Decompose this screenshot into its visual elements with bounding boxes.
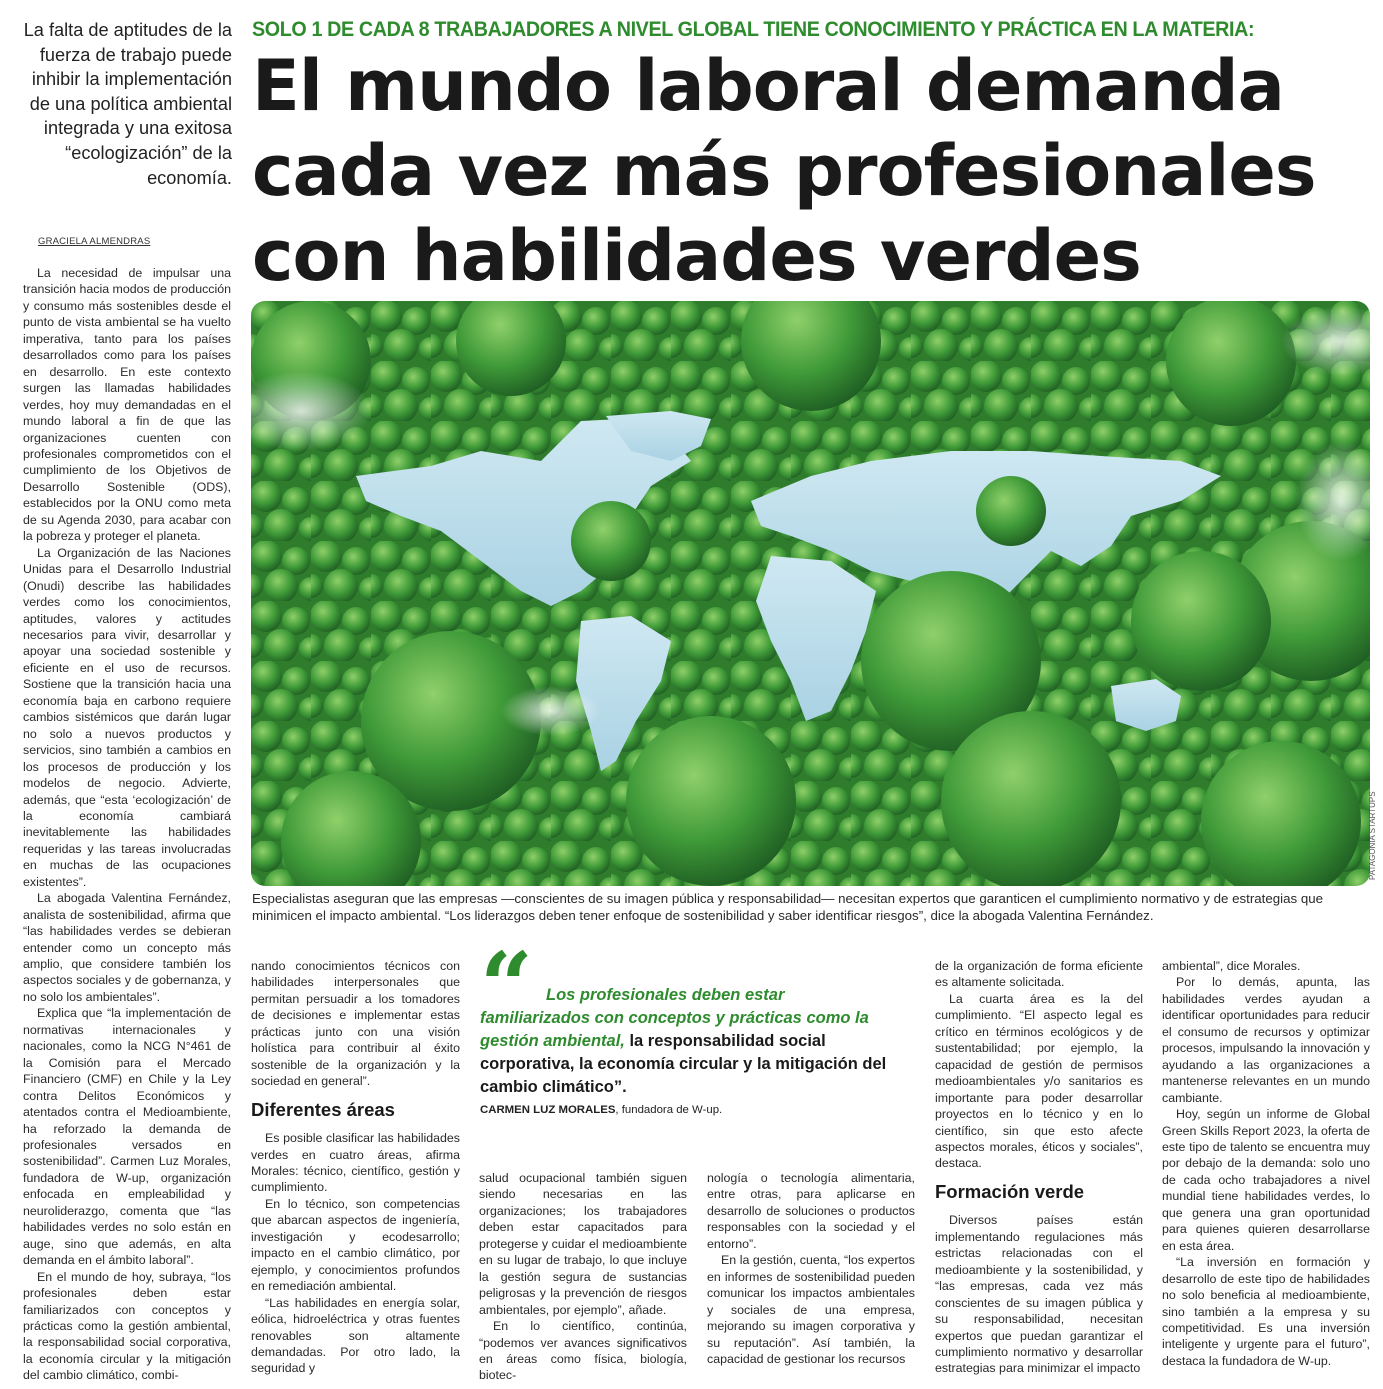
column-1-paragraph-3: La abogada Valentina Fernández, analista de sostenibilidad, afirma que “las habilidades verdes se debieran entender como un concepto más amplio, que considere también los aspectos sociales y de gobernanza, y no solo los ambientales”.: [23, 891, 231, 1004]
pull-quote: [480, 984, 890, 1099]
column-3-paragraph-2: En lo científico, continúa, “podemos ver avances significativos en áreas como física, biología, biotec-: [479, 1319, 687, 1383]
headline-line-1: El mundo laboral demanda: [252, 45, 1284, 127]
column-1-paragraph-4: Explica que “la implementación de normativas internacionales y nacionales, como la NCG N°461 de la Comisión para el Mercado Financiero (CMF) en Chile y la Ley contra Delitos Económicos y atentados contra el Medioambiente, ha reforzado la demanda de profesionales versados en sostenibilidad”. Carmen Luz Morales, fundadora de W-up, organización enfocada en empleabilidad y neuroliderazgo, comenta que “las habilidades verdes no solo están en auge, sino que además, en alta demanda en el ámbito laboral”.: [23, 1006, 231, 1268]
headline-line-2: cada vez más profesionales: [252, 130, 1316, 212]
column-4-paragraph-1: nología o tecnología alimentaria, entre otras, para aplicarse en desarrollo de soluciones o productos responsables con la sociedad y el entorno”.: [707, 1171, 915, 1251]
column-6: [1162, 958, 1370, 1369]
kicker: SOLO 1 DE CADA 8 TRABAJADORES A NIVEL GLOBAL TIENE CONOCIMIENTO Y PRÁCTICA EN LA MATERIA:: [252, 18, 1255, 41]
column-2-paragraph-1: nando conocimientos técnicos con habilidades interpersonales que permitan persuadir a los tomadores de decisiones e implementar estas prácticas junto con una visión holística para contribuir al éxito sostenible de la organización y la sociedad en general”.: [251, 959, 460, 1089]
column-1-paragraph-2: La Organización de las Naciones Unidas para el Desarrollo Industrial (Onudi) describe las habilidades verdes como los conocimientos, aptitudes, valores y actitudes necesarios para vivir, desarrollar y apoyar una sociedad sostenible y eficiente en el uso de recursos. Sostiene que la transición hacia una economía baja en carbono requiere cambios sistémicos que darán lugar no solo a nuevos productos y servicios, sino también a cambios en los procesos de producción y los modelos de negocio. Advierte, además, que “esta ‘ecologización’ de la economía cambiará inevitablemente las habilidades requeridas y las tareas involucradas en muchas de las ocupaciones existentes”.: [23, 545, 231, 889]
pull-quote-attribution: [480, 1104, 722, 1116]
column-2: [251, 958, 460, 1377]
column-2-paragraph-3: En lo técnico, son competencias que abarcan aspectos de ingeniería, investigación y ecodesarrollo; impacto en el cambio climático, por ejemplo, y conocimientos profundos en remediación ambiental.: [251, 1196, 460, 1294]
forest-world-map-photo: [251, 301, 1370, 886]
column-2-paragraph-2: Es posible clasificar las habilidades verdes en cuatro áreas, afirma Morales: técnico, científico, gestión y cumplimiento.: [251, 1131, 460, 1195]
headline: [252, 44, 1377, 299]
pull-quote-highlight: Los profesionales deben estar familiarizados con conceptos y prácticas como la gestión ambiental,: [480, 986, 869, 1050]
quote-mark-icon: “: [480, 932, 533, 1040]
column-5-paragraph-1: de la organización de forma eficiente es altamente solicitada.: [935, 959, 1143, 990]
column-1-paragraph-5: En el mundo de hoy, subraya, “los profesionales deben estar familiarizados con conceptos y prácticas como la gestión ambiental, la responsabilidad social corporativa, la economía circular y la mitigación del cambio climático, combi-: [23, 1269, 231, 1383]
subhead-diferentes-areas: Diferentes áreas: [251, 1098, 395, 1120]
photo-credit: PATAGONIA STARTUPS: [1368, 791, 1377, 880]
column-3-paragraph-1: salud ocupacional también siguen siendo necesarias en las organizaciones; los trabajadores deben estar capacitados para protegerse y cuidar el medioambiente en su lugar de trabajo, lo que incluye la gestión segura de sustancias peligrosas y la prevención de riesgos ambientales, por ejemplo”, añade.: [479, 1171, 687, 1317]
photo-caption: Especialistas aseguran que las empresas —conscientes de su imagen pública y responsabilidad— necesitan expertos que garanticen el cumplimiento normativo y de estrategias que minimicen el impacto ambiental. “Los liderazgos deben tener enfoque de sostenibilidad y saber identificar riesgos”, dice la abogada Valentina Fernández.: [252, 891, 1324, 923]
column-3: [479, 1170, 687, 1384]
column-1: [23, 265, 231, 1384]
column-1-paragraph-1: La necesidad de impulsar una transición hacia modos de producción y consumo más sostenibles desde el punto de vista ambiental se ha vuelto imperativa, tanto para los países desarrollados como para los países en desarrollo. En este contexto surgen las llamadas habilidades verdes, hoy muy demandadas en el mundo laboral a fin de que las organizaciones cuenten con profesionales comprometidos con el cumplimiento de los Objetivos de Desarrollo Sostenible (ODS), establecidos por la ONU como meta de su Agenda 2030, para acabar con la pobreza y proteger el planeta.: [23, 266, 232, 544]
column-4-paragraph-2: En la gestión, cuenta, “los expertos en informes de sostenibilidad pueden comunicar los impactos ambientales y sociales de una empresa, mejorando su imagen corporativa y su reputación”. Así también, la capacidad de gestionar los recursos: [707, 1253, 915, 1366]
column-6-paragraph-1: ambiental”, dice Morales.: [1162, 959, 1301, 973]
author-byline: GRACIELA ALMENDRAS: [38, 236, 151, 247]
column-5: [935, 958, 1143, 1377]
column-6-paragraph-2: Por lo demás, apunta, las habilidades verdes ayudan a identificar oportunidades para reducir el consumo de recursos y optimizar procesos, impulsando la innovación y ayudando a las organizaciones a mantenerse relevantes en un mundo cambiante.: [1162, 975, 1370, 1105]
column-5-paragraph-3: Diversos países están implementando regulaciones más estrictas relacionadas con el medioambiente y la sostenibilidad, y “las empresas, cada vez más conscientes de su imagen pública y su responsabilidad, necesitan expertos que puedan garantizar el cumplimiento normativo y desarrollar estrategias para minimizar el impacto: [935, 1213, 1143, 1376]
pull-quote-author-role: , fundadora de W-up.: [615, 1104, 723, 1116]
column-4: [707, 1170, 915, 1367]
pull-quote-author: CARMEN LUZ MORALES: [480, 1104, 616, 1116]
column-5-paragraph-2: La cuarta área es la del cumplimiento. “El aspecto legal es crítico en términos ecológicos y de sustentabilidad; por ejemplo, la capacidad de gestión de permisos medioambientales y/o sanitarios es importante para poder desarrollar proyectos en lo técnico y en lo científico, sin que esto afecte aspectos morales, éticos y sociales”, destaca.: [935, 991, 1143, 1171]
column-6-paragraph-4: “La inversión en formación y desarrollo de este tipo de habilidades no solo beneficia al medioambiente, sino también a la empresa y su competitividad. Es una inversión inteligente y urgente para el futuro”, destaca la fundadora de W-up.: [1162, 1255, 1370, 1368]
pull-quote-text: la responsabilidad social corporativa, la economía circular y la mitigación del cambio climático”.: [480, 1032, 887, 1096]
article-lead: La falta de aptitudes de la fuerza de trabajo puede inhibir la implementación de una política ambiental integrada y una exitosa “ecologización” de la economía.: [23, 20, 232, 188]
headline-line-3: con habilidades verdes: [252, 215, 1141, 297]
column-2-paragraph-4: “Las habilidades en energía solar, eólica, hidroeléctrica y otras fuentes renovables son altamente demandadas. Por otro lado, la seguridad y: [251, 1295, 460, 1376]
column-6-paragraph-3: Hoy, según un informe de Global Green Skills Report 2023, la oferta de este tipo de talento se encuentra muy por debajo de la demanda: solo uno de cada ocho trabajadores a nivel mundial tiene habilidades verdes, lo que genera una gran oportunidad para quienes quieren desarrollarse en esta área.: [1162, 1107, 1370, 1253]
subhead-formacion-verde: Formación verde: [935, 1180, 1085, 1202]
